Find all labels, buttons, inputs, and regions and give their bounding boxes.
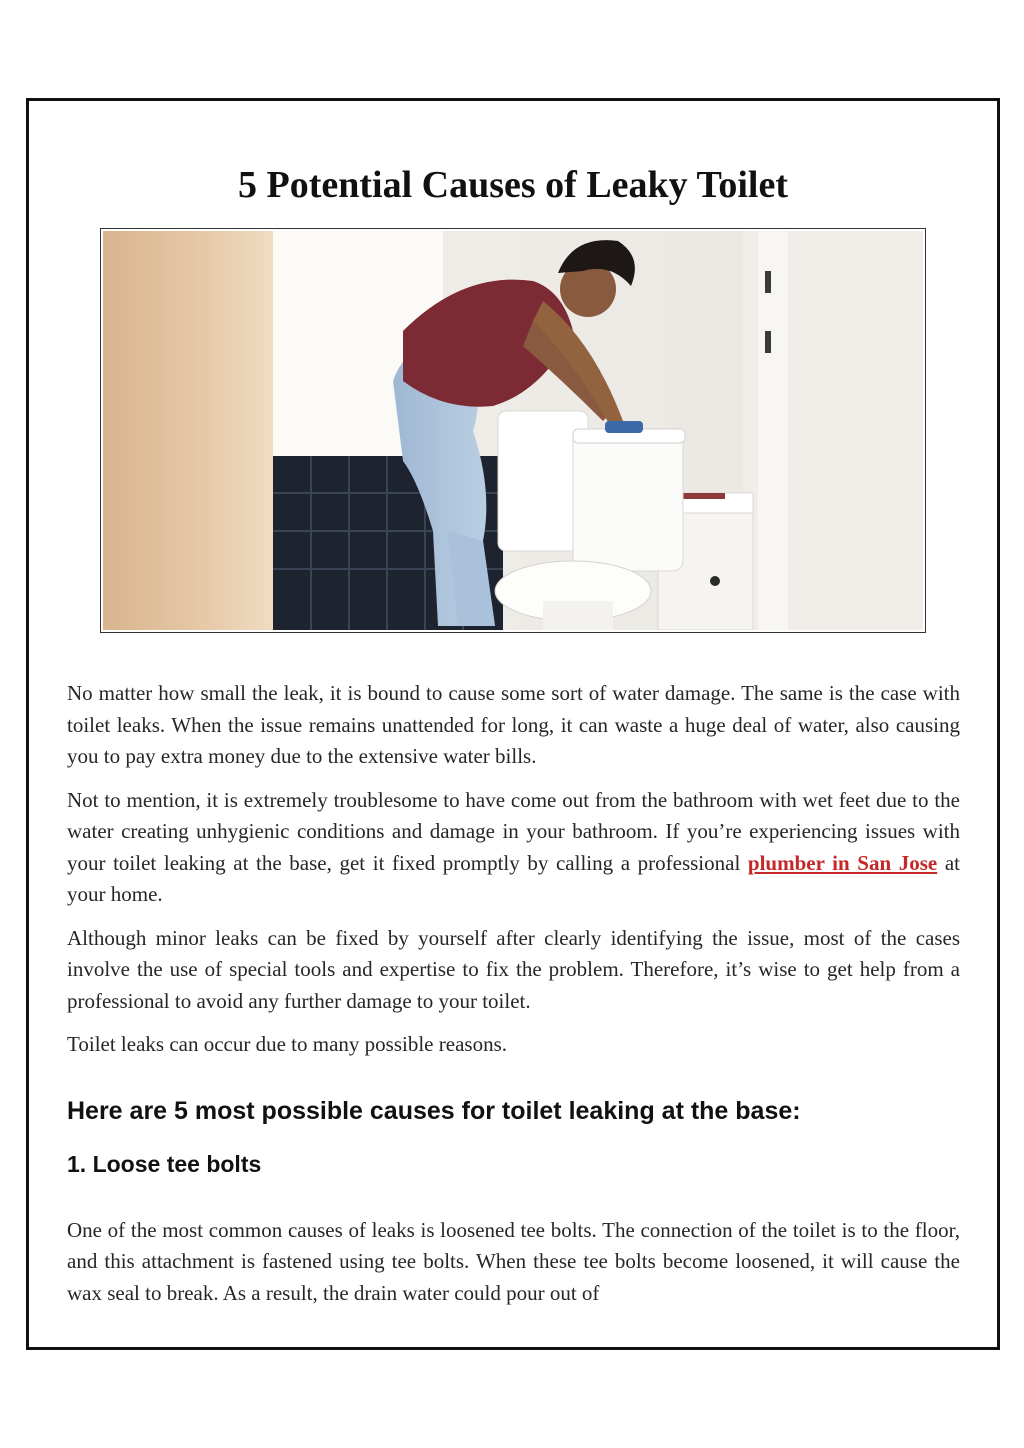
loose-tee-bolts-paragraph: One of the most common causes of leaks is loosened tee bolts. The connection of the toilet is to the floor, and this attachment is fastened using tee bolts. When these tee bolts become loosened, it will cause the wax seal to break. As a result, the drain water could pour out of	[67, 1217, 960, 1305]
plumber-paragraph-before: Not to mention, it is extremely troublesome to have come out from the bathroom with wet feet due to the water creating unhygienic conditions and damage in your bathroom. If you’re experiencing issues with your toilet leaking at the base, get it fixed promptly by calling a professional	[67, 787, 960, 875]
document-title: 5 Potential Causes of Leaky Toilet	[238, 164, 788, 206]
document-page	[26, 98, 1000, 1350]
plumber-in-san-jose-link[interactable]: plumber in San Jose	[747, 850, 938, 875]
plumber-paragraph	[67, 785, 960, 911]
hero-image	[100, 228, 926, 633]
subsection-heading: 1. Loose tee bolts	[67, 1150, 262, 1177]
section-heading: Here are 5 most possible causes for toilet leaking at the base:	[67, 1096, 801, 1125]
minor-leaks-paragraph: Although minor leaks can be fixed by yourself after clearly identifying the issue, most of the cases involve the use of special tools and expertise to fix the problem. Therefore, it’s wise to get help from a professional to avoid any further damage to your toilet.	[67, 925, 960, 1013]
intro-paragraph: No matter how small the leak, it is bound to cause some sort of water damage. The same is the case with toilet leaks. When the issue remains unattended for long, it can waste a huge deal of water, also causing you to pay extra money due to the extensive water bills.	[67, 681, 960, 768]
plumber-paragraph-after: at your home.	[67, 850, 961, 906]
article-body	[67, 678, 960, 1321]
reasons-paragraph: Toilet leaks can occur due to many possible reasons.	[67, 1032, 507, 1056]
photo-woman-fixing-toilet-tank-icon	[103, 231, 923, 630]
